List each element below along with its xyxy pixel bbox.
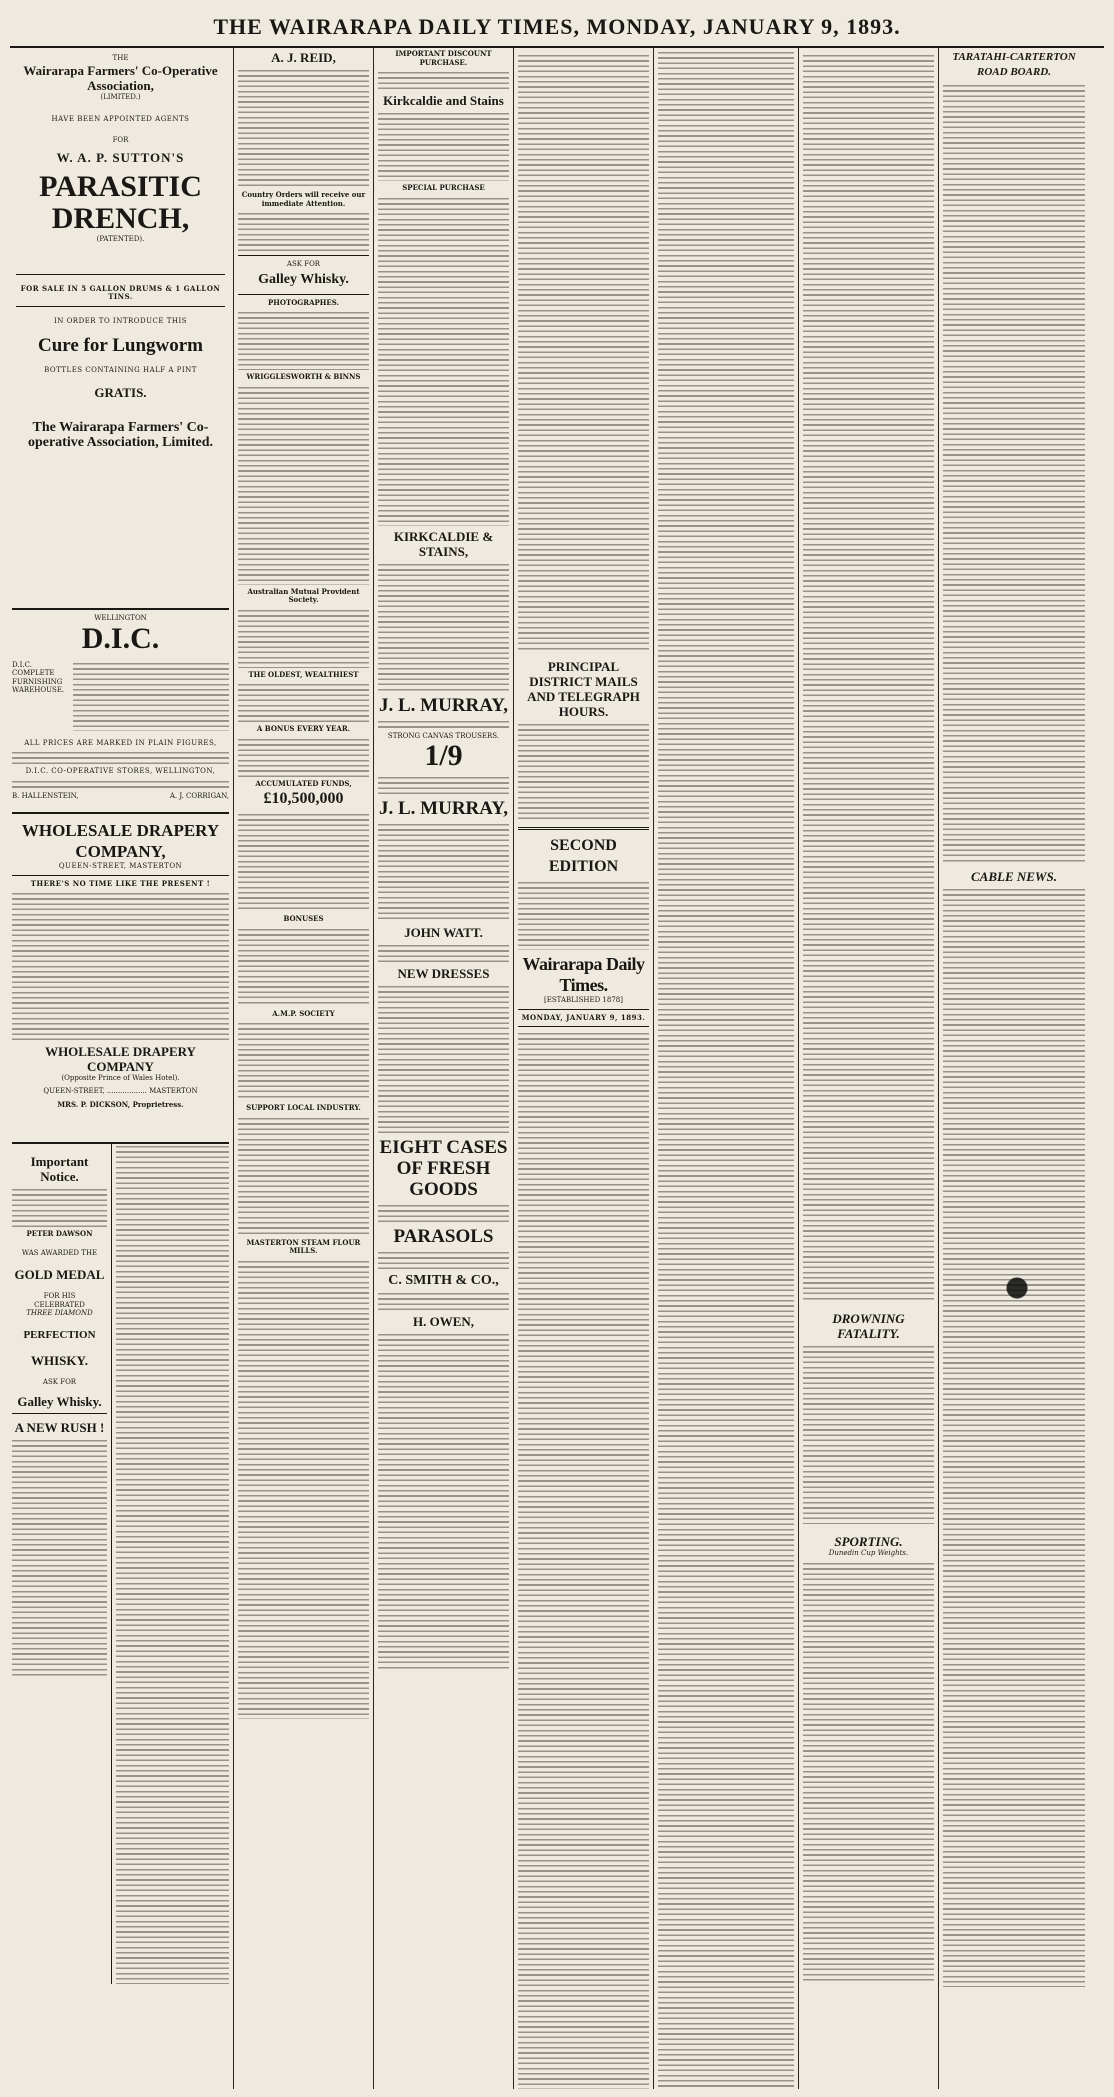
- ad-whisky: WHISKY.: [31, 1352, 88, 1368]
- article-body: [238, 1116, 369, 1236]
- article-body: [658, 50, 794, 2087]
- ad-product: PARASITIC DRENCH,: [39, 170, 202, 235]
- divider: [518, 1009, 649, 1010]
- article-body: [238, 682, 369, 722]
- ad-three: THREE DIAMOND: [26, 1309, 93, 1317]
- ad-patented: (PATENTED).: [96, 235, 145, 243]
- ad-stores: D.I.C. CO-OPERATIVE STORES, WELLINGTON,: [25, 767, 216, 775]
- ad-place: WELLINGTON: [94, 614, 147, 622]
- ad-kicker: THE: [112, 54, 129, 62]
- wriggles-title: WRIGGLESWORTH & BINNS: [246, 372, 361, 381]
- second-title: SECOND EDITION: [548, 837, 619, 875]
- ad-intro: IN ORDER TO INTRODUCE THIS: [53, 316, 188, 325]
- article-body: [238, 927, 369, 1007]
- article-body: [518, 53, 649, 653]
- bonus-title: A BONUS EVERY YEAR.: [256, 724, 351, 733]
- ad-body: [12, 891, 229, 1041]
- ad-tagline: THERE'S NO TIME LIKE THE PRESENT !: [30, 878, 211, 888]
- ad-rush: A NEW RUSH !: [14, 1420, 105, 1435]
- ad-sub: QUEEN-STREET, MASTERTON: [58, 862, 183, 870]
- article-body: [378, 719, 509, 729]
- article-body: [238, 68, 369, 188]
- ad-footer-street: QUEEN-STREET, .................. MASTERTON: [43, 1086, 198, 1095]
- article-body: [803, 1561, 934, 1981]
- divider: [12, 1413, 107, 1414]
- john-title: JOHN WATT.: [404, 925, 483, 940]
- column-2: [234, 48, 374, 2089]
- ad-body: [12, 779, 229, 789]
- columns: [8, 48, 1106, 2089]
- sporting-title: SPORTING.: [834, 1534, 903, 1549]
- photos-title: PHOTOGRAPHES.: [268, 297, 339, 307]
- accumulated-title: ACCUMULATED FUNDS,: [255, 778, 352, 788]
- ad-footer-sub: (Opposite Prince of Wales Hotel).: [61, 1074, 180, 1082]
- article-body: [378, 1203, 509, 1223]
- ad-right-block: [112, 1144, 229, 1984]
- ad-sale: FOR SALE IN 5 GALLON DRUMS & 1 GALLON TINS.: [20, 283, 221, 301]
- column-6: [799, 48, 939, 2089]
- ad-ask: ASK FOR: [42, 1377, 77, 1386]
- article-body: [943, 887, 1085, 1987]
- ad-important-notice: [12, 1144, 112, 1984]
- cable-title: CABLE NEWS.: [971, 869, 1057, 884]
- divider: [12, 875, 229, 876]
- ink-stain: [969, 1248, 1089, 1348]
- ad-limited: (LIMITED.): [100, 92, 141, 101]
- article-body: [378, 1291, 509, 1311]
- divider: [16, 306, 225, 307]
- ad-body: [73, 661, 229, 731]
- article-body: [238, 1259, 369, 1719]
- drowning-title: DROWNING FATALITY.: [832, 1311, 905, 1341]
- accumulated-value: £10,500,000: [263, 790, 344, 807]
- ad-title: Wairarapa Farmers' Co-Operative Association,: [23, 62, 218, 93]
- divider: [518, 827, 649, 830]
- support-title: SUPPORT LOCAL INDUSTRY.: [246, 1103, 361, 1112]
- amp2-title: A.M.P. SOCIETY: [272, 1008, 335, 1018]
- ad-name-right: A. J. CORRIGAN,: [169, 791, 229, 800]
- article-body: [238, 211, 369, 251]
- murray2-title: J. L. MURRAY,: [379, 798, 508, 819]
- article-body: [378, 822, 509, 922]
- article-body: [238, 608, 369, 668]
- price: 1/9: [424, 739, 463, 772]
- ad-wholesale-drapery: [12, 814, 229, 1144]
- article-body: [378, 562, 509, 692]
- ad-awarded: WAS AWARDED THE: [21, 1248, 98, 1257]
- article-body: [378, 196, 509, 526]
- eight-title: EIGHT CASES: [379, 1137, 508, 1158]
- masthead: [10, 8, 1104, 48]
- date-title: MONDAY, JANUARY 9, 1893.: [521, 1012, 646, 1022]
- ad-for-his: FOR HIS: [43, 1292, 76, 1300]
- ad-body: [12, 750, 229, 764]
- article-body: [378, 984, 509, 1134]
- divider: [16, 274, 225, 275]
- ad-title: Important Notice.: [30, 1154, 89, 1184]
- column-4: [514, 48, 654, 2089]
- article-body: [943, 83, 1085, 863]
- article-body: [378, 775, 509, 795]
- ad-wairarapa-farmers: [12, 50, 229, 610]
- ad-proprietress: MRS. P. DICKSON, Proprietress.: [57, 1100, 184, 1109]
- article-body: [803, 1344, 934, 1524]
- ad-gratis: GRATIS.: [94, 384, 147, 400]
- amp-title: Australian Mutual Provident Society.: [247, 586, 360, 604]
- dresses-title: NEW DRESSES: [397, 966, 490, 981]
- discount-title: IMPORTANT DISCOUNT PURCHASE.: [395, 49, 492, 67]
- ad-left: D.I.C. COMPLETE FURNISHING WAREHOUSE.: [12, 660, 65, 694]
- article-body: [518, 722, 649, 822]
- owen-title: H. OWEN,: [412, 1314, 475, 1329]
- divider: [238, 294, 369, 295]
- ad-bottles: BOTTLES CONTAINING HALF A PINT: [44, 366, 197, 374]
- column-5: [654, 48, 799, 2089]
- divider: [238, 255, 369, 256]
- sporting-sub: Dunedin Cup Weights.: [828, 1549, 909, 1557]
- board-title: TARATAHI-CARTERTON ROAD BOARD.: [952, 51, 1076, 78]
- article-body: [238, 737, 369, 777]
- ad-assoc: The Wairarapa Farmers' Co-operative Association, Limited.: [27, 419, 214, 450]
- ad-prices: ALL PRICES ARE MARKED IN PLAIN FIGURES,: [24, 738, 217, 747]
- ad-appointed: HAVE BEEN APPOINTED AGENTS: [51, 115, 190, 123]
- ad-body: [116, 1144, 229, 1984]
- article-body: [238, 1021, 369, 1101]
- smith-title: C. SMITH & CO.,: [388, 1273, 499, 1288]
- reid-title: A. J. REID,: [271, 50, 336, 65]
- times-est: [ESTABLISHED 1878]: [544, 996, 623, 1004]
- steam-title: MASTERTON STEAM FLOUR MILLS.: [246, 1237, 361, 1255]
- ad-name-left: B. HALLENSTEIN,: [12, 791, 79, 800]
- ad-galley: Galley Whisky.: [17, 1394, 102, 1409]
- ad-cure: Cure for Lungworm: [37, 335, 204, 356]
- oldest-title: THE OLDEST, WEALTHIEST: [248, 669, 359, 679]
- ad-cel: CELEBRATED: [34, 1300, 85, 1309]
- bonuses-title: BONUSES: [283, 914, 324, 923]
- article-body: [803, 53, 934, 1303]
- ad-perf: PERFECTION: [23, 1328, 96, 1341]
- masthead-title: THE WAIRARAPA DAILY TIMES, MONDAY, JANUARY 9, 1893.: [213, 14, 901, 39]
- canvas-title: STRONG CANVAS TROUSERS.: [387, 731, 500, 740]
- kirk-title: Kirkcaldie and Stains: [383, 93, 504, 108]
- murray-title: J. L. MURRAY,: [379, 694, 508, 716]
- ad-medal: GOLD MEDAL: [14, 1267, 105, 1282]
- article-body: [518, 1031, 649, 2089]
- ad-title: WHOLESALE DRAPERY COMPANY,: [21, 821, 220, 861]
- divider: [518, 1026, 649, 1027]
- article-body: [378, 111, 509, 181]
- parasols-title: PARASOLS: [393, 1226, 494, 1247]
- ad-agent: W. A. P. SUTTON'S: [56, 150, 185, 165]
- article-body: [378, 943, 509, 963]
- column-1: [8, 48, 234, 2089]
- dist-title: PRINCIPAL DISTRICT MAILS AND TELEGRAPH HOURS.: [527, 659, 640, 719]
- article-body: [238, 310, 369, 370]
- article-body: [518, 880, 649, 950]
- column-7: [939, 48, 1089, 2089]
- article-body: [378, 1250, 509, 1270]
- special-title: SPECIAL PURCHASE: [402, 183, 485, 192]
- kirk2-title: KIRKCALDIE & STAINS,: [393, 528, 494, 559]
- galley-ask: ASK FOR: [286, 260, 321, 268]
- galley-title: Galley Whisky.: [258, 271, 349, 287]
- times-title: Wairarapa Daily Times.: [522, 954, 645, 995]
- article-body: [378, 70, 509, 90]
- ad-dic: [12, 614, 229, 814]
- article-body: [378, 1332, 509, 1672]
- ad-body: [12, 1187, 107, 1227]
- ad-title: D.I.C.: [81, 621, 160, 655]
- article-body: [238, 812, 369, 912]
- ad-name: PETER DAWSON: [26, 1229, 93, 1238]
- column-3: [374, 48, 514, 2089]
- ad-footer-title: WHOLESALE DRAPERY COMPANY: [45, 1044, 196, 1074]
- fresh-title: OF FRESH GOODS: [396, 1158, 491, 1200]
- country-title: Country Orders will receive our immediate Attention.: [241, 190, 366, 208]
- ad-body: [12, 1438, 107, 1678]
- article-body: [238, 385, 369, 585]
- ad-for: FOR: [112, 135, 129, 144]
